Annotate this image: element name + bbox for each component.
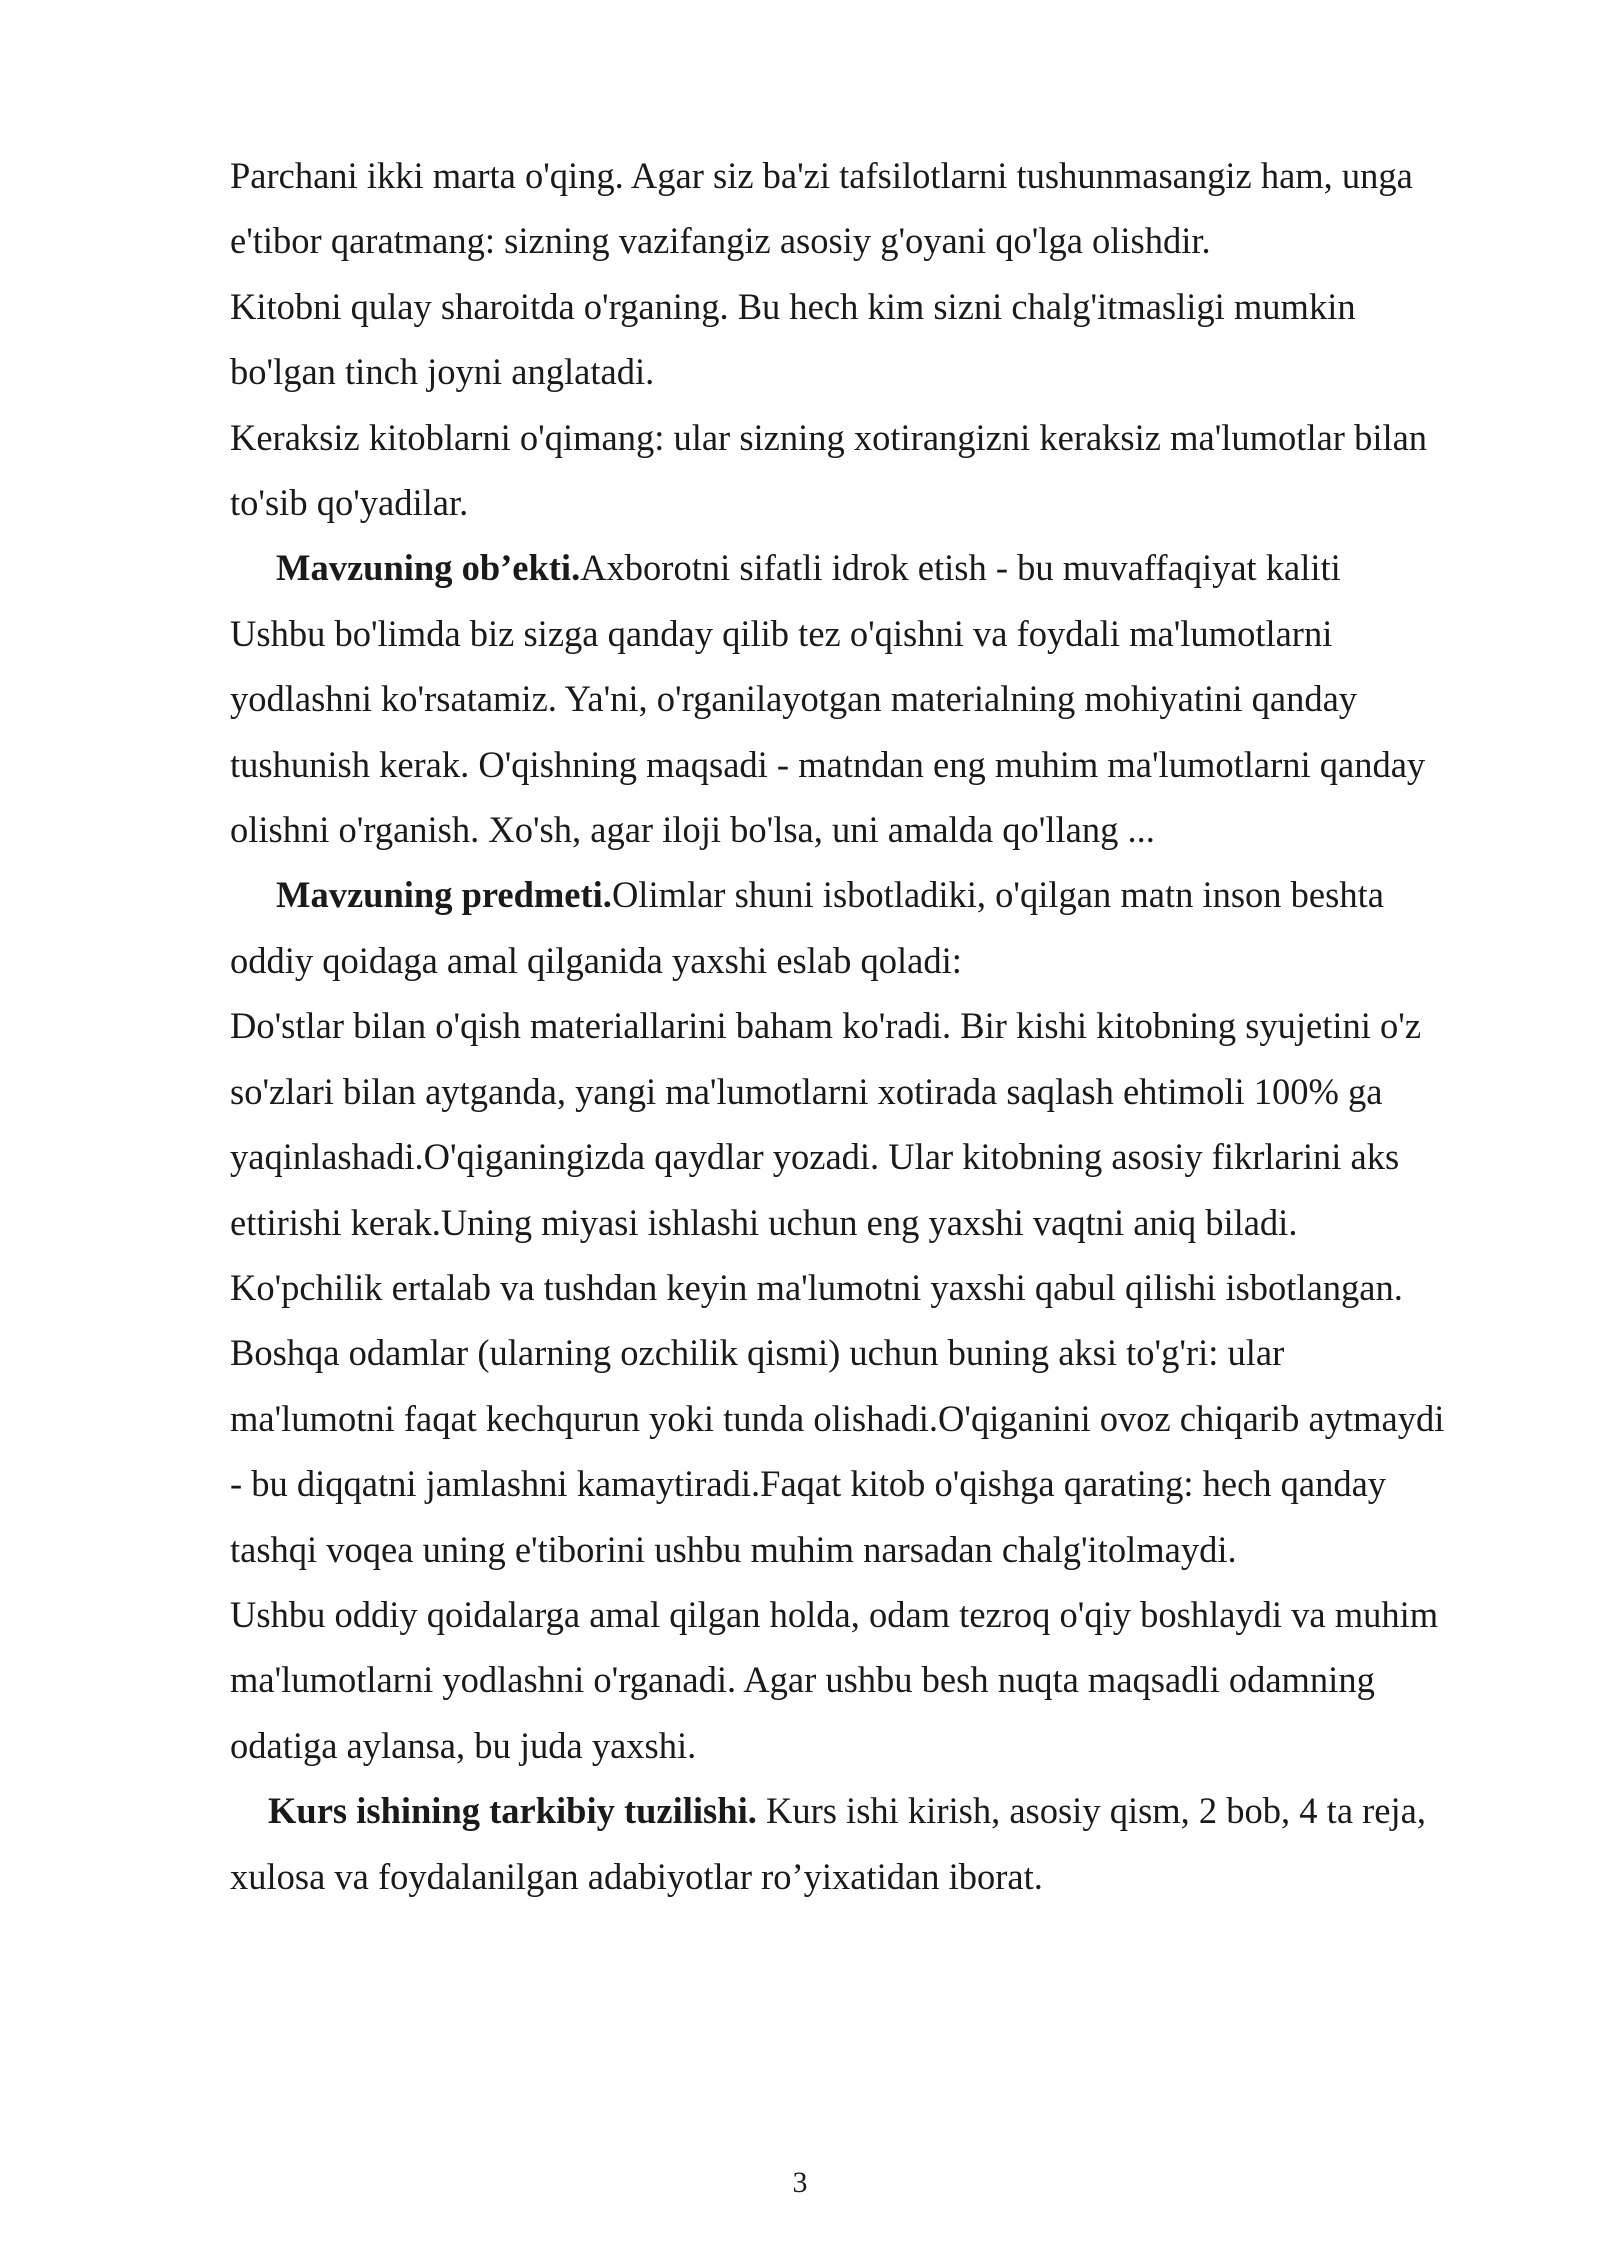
text-line: Ko'pchilik ertalab va tushdan keyin ma'lumotni yaxshi qabul qilishi isbotlangan. <box>230 1266 1403 1308</box>
text-line: yodlashni ko'rsatamiz. Ya'ni, o'rganilayotgan materialning mohiyatini qanday <box>230 678 1358 720</box>
text-line: oddiy qoidaga amal qilganida yaxshi eslab qoladi: <box>230 939 962 981</box>
text-line: xulosa va foydalanilgan adabiyotlar ro’yixatidan iborat. <box>230 1855 1043 1897</box>
text-line: e'tibor qaratmang: sizning vazifangiz asosiy g'oyani qo'lga olishdir. <box>230 220 1211 262</box>
structure-heading: Kurs ishining tarkibiy tuzilishi. <box>268 1790 757 1832</box>
subject-heading: Mavzuning predmeti. <box>276 874 612 916</box>
object-heading: Mavzuning ob’ekti. <box>276 547 581 589</box>
text-line: odatiga aylansa, bu juda yaxshi. <box>230 1724 697 1766</box>
text-line: ma'lumotlarni yodlashni o'rganadi. Agar ushbu besh nuqta maqsadli odamning <box>230 1659 1375 1701</box>
text-line: tashqi voqea uning e'tiborini ushbu muhim narsadan chalg'itolmaydi. <box>230 1528 1237 1570</box>
text-line: ma'lumotni faqat kechqurun yoki tunda olishadi.O'qiganini ovoz chiqarib aytmaydi <box>230 1397 1445 1439</box>
text-line: Ushbu bo'limda biz sizga qanday qilib tez o'qishni va foydali ma'lumotlarni <box>230 612 1333 654</box>
subject-first-text: Olimlar shuni isbotladiki, o'qilgan matn inson beshta <box>611 874 1384 916</box>
text-line: Parchani ikki marta o'qing. Agar siz ba'zi tafsilotlarni tushunmasangiz ham, unga <box>230 155 1413 196</box>
text-line: Do'stlar bilan o'qish materiallarini baham ko'radi. Bir kishi kitobning syujetini o'z <box>230 1005 1422 1047</box>
object-first-text: Axborotni sifatli idrok etish - bu muvaffaqiyat kaliti <box>580 547 1341 589</box>
text-line: tushunish kerak. O'qishning maqsadi - matndan eng muhim ma'lumotlarni qanday <box>230 743 1426 785</box>
structure-paragraph-first-line <box>230 1778 1510 1843</box>
object-paragraph-first-line <box>230 535 1510 600</box>
text-line: so'zlari bilan aytganda, yangi ma'lumotlarni xotirada saqlash ehtimoli 100% ga <box>230 1070 1383 1112</box>
text-line: olishni o'rganish. Xo'sh, agar iloji bo'lsa, uni amalda qo'llang ... <box>230 809 1155 851</box>
text-line: ettirishi kerak.Uning miyasi ishlashi uchun eng yaxshi vaqtni aniq biladi. <box>230 1201 1298 1243</box>
text-line: to'sib qo'yadilar. <box>230 482 469 524</box>
body-text <box>230 143 1510 1909</box>
text-line: Kitobni qulay sharoitda o'rganing. Bu hech kim sizni chalg'itmasligi mumkin <box>230 285 1356 327</box>
text-line: bo'lgan tinch joyni anglatadi. <box>230 351 655 393</box>
text-line: Ushbu oddiy qoidalarga amal qilgan holda, odam tezroq o'qiy boshlaydi va muhim <box>230 1593 1439 1635</box>
structure-first-text: Kurs ishi kirish, asosiy qism, 2 bob, 4 ta reja, <box>756 1790 1426 1832</box>
subject-paragraph-first-line <box>230 862 1510 927</box>
text-line: Keraksiz kitoblarni o'qimang: ular sizning xotirangizni keraksiz ma'lumotlar bilan <box>230 416 1428 458</box>
page-number: 3 <box>792 2166 808 2199</box>
text-line: yaqinlashadi.O'qiganingizda qaydlar yozadi. Ular kitobning asosiy fikrlarini aks <box>230 1136 1400 1178</box>
text-line: - bu diqqatni jamlashni kamaytiradi.Faqat kitob o'qishga qarating: hech qanday <box>230 1463 1387 1505</box>
text-line: Boshqa odamlar (ularning ozchilik qismi) uchun buning aksi to'g'ri: ular <box>230 1332 1285 1374</box>
